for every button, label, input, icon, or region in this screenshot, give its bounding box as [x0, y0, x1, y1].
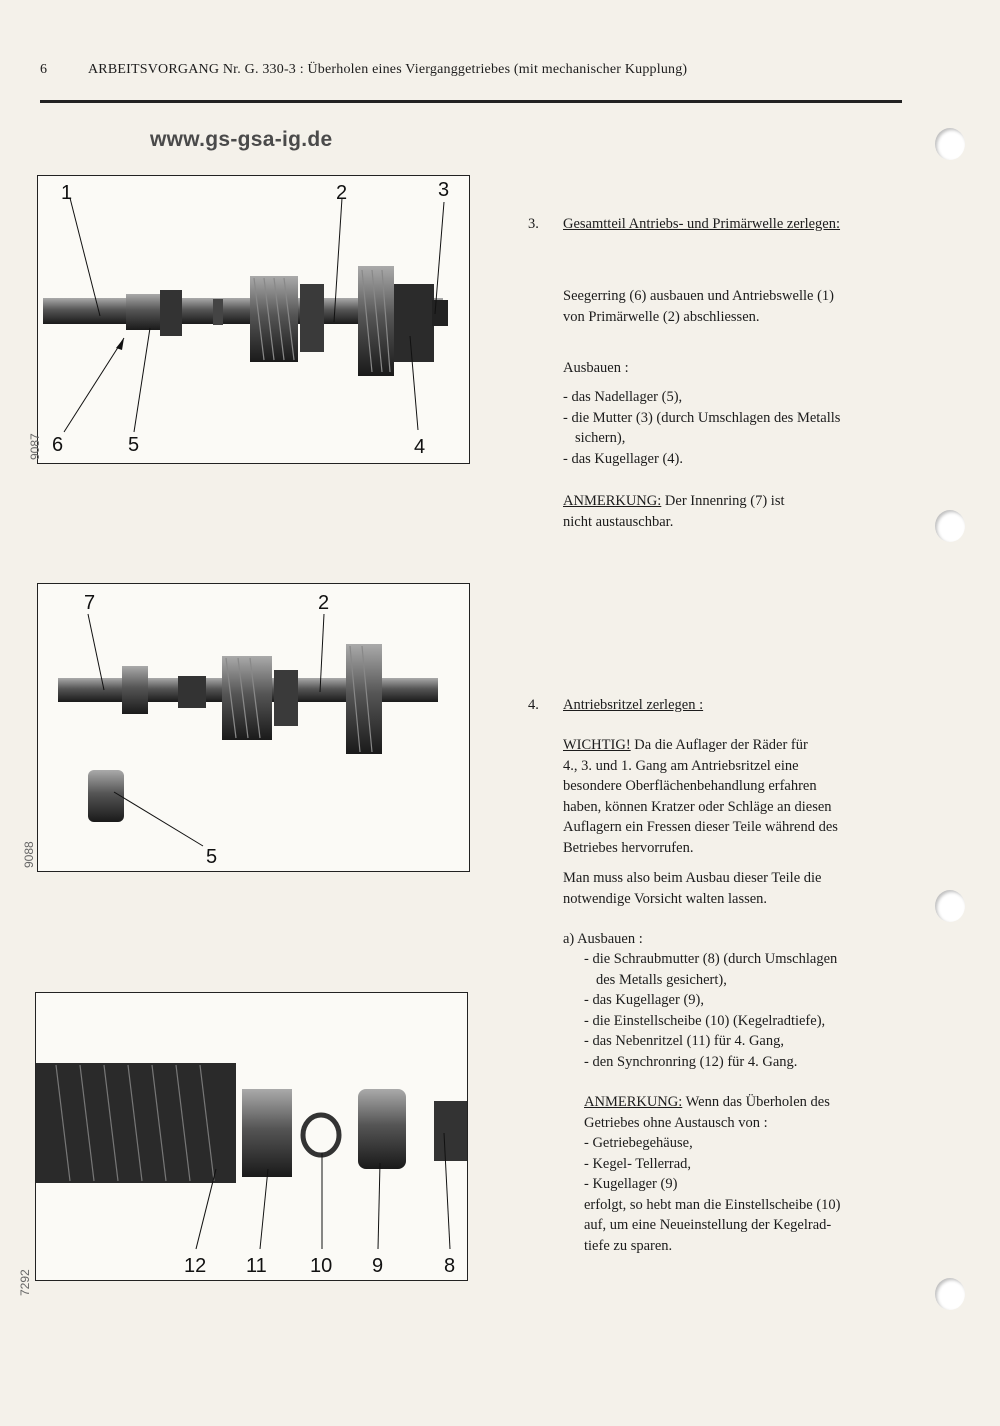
- text-line: notwendige Vorsicht walten lassen.: [563, 890, 768, 907]
- text-line: auf, um eine Neueinstellung der Kegelrad-: [584, 1217, 832, 1233]
- text-line: Betriebes hervorrufen.: [563, 839, 694, 856]
- text-line: haben, können Kratzer oder Schläge an diesen: [563, 798, 832, 815]
- callout-7: 7: [84, 592, 96, 614]
- callout-9: 9: [372, 1255, 384, 1277]
- callout-11: 11: [246, 1255, 267, 1277]
- text-line: Seegerring (6) ausbauen und Antriebswelle (1): [563, 288, 834, 304]
- callout-5: 5: [128, 434, 140, 456]
- callout-6: 6: [52, 434, 64, 456]
- figure-primary-shaft: [37, 583, 470, 872]
- section-3-note: [563, 491, 903, 532]
- binder-hole-icon: [935, 890, 965, 922]
- list-item: - Kegel- Tellerrad,: [584, 1155, 692, 1172]
- text-line: Da die Auflager der Räder für: [630, 737, 808, 753]
- callout-8: 8: [444, 1255, 456, 1277]
- text-line: Wenn das Überholen des: [682, 1094, 830, 1110]
- photo-id: 9088: [22, 841, 36, 868]
- callout-3: 3: [438, 179, 450, 201]
- section-4-a-list: [584, 949, 904, 1072]
- binder-hole-icon: [935, 1278, 965, 1310]
- callout-5: 5: [206, 846, 218, 868]
- text-line: Getriebes ohne Austausch von :: [584, 1114, 768, 1131]
- note-text: Der Innenring (7) ist: [661, 493, 785, 509]
- section-3-heading: Gesamtteil Antriebs- und Primärwelle zerlegen:: [563, 216, 841, 232]
- binder-hole-icon: [935, 510, 965, 542]
- list-item: - die Einstellscheibe (10) (Kegelradtiefe),: [584, 1012, 826, 1029]
- list-item: sichern),: [575, 430, 626, 446]
- header-title: ARBEITSVORGANG Nr. G. 330-3 : Überholen eines Vierganggetriebes (mit mechanischer Kupplung): [88, 62, 688, 77]
- callout-12: 12: [184, 1255, 207, 1277]
- list-item: - den Synchronring (12) für 4. Gang.: [584, 1053, 798, 1070]
- list-item: - Getriebegehäuse,: [584, 1135, 693, 1151]
- list-item: des Metalls gesichert),: [596, 971, 727, 988]
- text-line: von Primärwelle (2) abschliessen.: [563, 308, 760, 325]
- photo-id: 9087: [28, 433, 42, 460]
- pinion-parts-photo: [36, 993, 467, 1280]
- binder-hole-icon: [935, 128, 965, 160]
- section-4-caution: [563, 868, 908, 909]
- list-item: - das Nebenritzel (11) für 4. Gang,: [584, 1033, 784, 1049]
- section-3-ausbauen: Ausbauen :: [563, 360, 629, 376]
- text-line: 4., 3. und 1. Gang am Antriebsritzel eine: [563, 757, 799, 774]
- note-label: ANMERKUNG:: [584, 1094, 683, 1110]
- callout-2: 2: [336, 182, 348, 204]
- header-rule: [40, 100, 902, 103]
- photo-id: 7292: [18, 1269, 32, 1296]
- callout-4: 4: [414, 436, 426, 458]
- text-line: Man muss also beim Ausbau dieser Teile die: [563, 870, 822, 886]
- section-4-heading: Antriebsritzel zerlegen :: [563, 697, 704, 713]
- figure-drive-shaft-assembly: [37, 175, 470, 464]
- callout-2: 2: [318, 592, 330, 614]
- section-4-number: 4.: [528, 697, 539, 713]
- text-line: tiefe zu sparen.: [584, 1237, 673, 1254]
- list-item: - Kugellager (9): [584, 1176, 678, 1192]
- website-watermark: www.gs-gsa-ig.de: [150, 128, 333, 151]
- list-item: - die Schraubmutter (8) (durch Umschlagen: [584, 951, 838, 967]
- callout-1: 1: [61, 182, 73, 204]
- section-4-a-label: a) Ausbauen :: [563, 931, 643, 947]
- section-3-list: [563, 387, 903, 469]
- note-text: nicht austauschbar.: [563, 513, 674, 530]
- page-number: 6: [40, 62, 48, 77]
- section-4-important: [563, 735, 908, 858]
- section-4-note: [584, 1092, 904, 1256]
- list-item: - das Kugellager (9),: [584, 992, 704, 1008]
- note-label: ANMERKUNG:: [563, 493, 662, 509]
- figure-pinion-parts: [35, 992, 468, 1281]
- gear-shaft-photo: [38, 176, 469, 463]
- text-line: erfolgt, so hebt man die Einstellscheibe (10): [584, 1196, 841, 1213]
- section-3-paragraph: [563, 286, 903, 327]
- section-3-number: 3.: [528, 216, 539, 232]
- text-line: besondere Oberflächenbehandlung erfahren: [563, 778, 817, 794]
- list-item: - das Nadellager (5),: [563, 389, 683, 405]
- page-header: [40, 62, 900, 78]
- text-line: Auflagern ein Fressen dieser Teile während des: [563, 819, 838, 835]
- list-item: - die Mutter (3) (durch Umschlagen des Metalls: [563, 409, 841, 426]
- primary-shaft-photo: [38, 584, 469, 871]
- important-label: WICHTIG!: [563, 737, 631, 753]
- list-item: - das Kugellager (4).: [563, 450, 683, 467]
- callout-10: 10: [310, 1255, 333, 1277]
